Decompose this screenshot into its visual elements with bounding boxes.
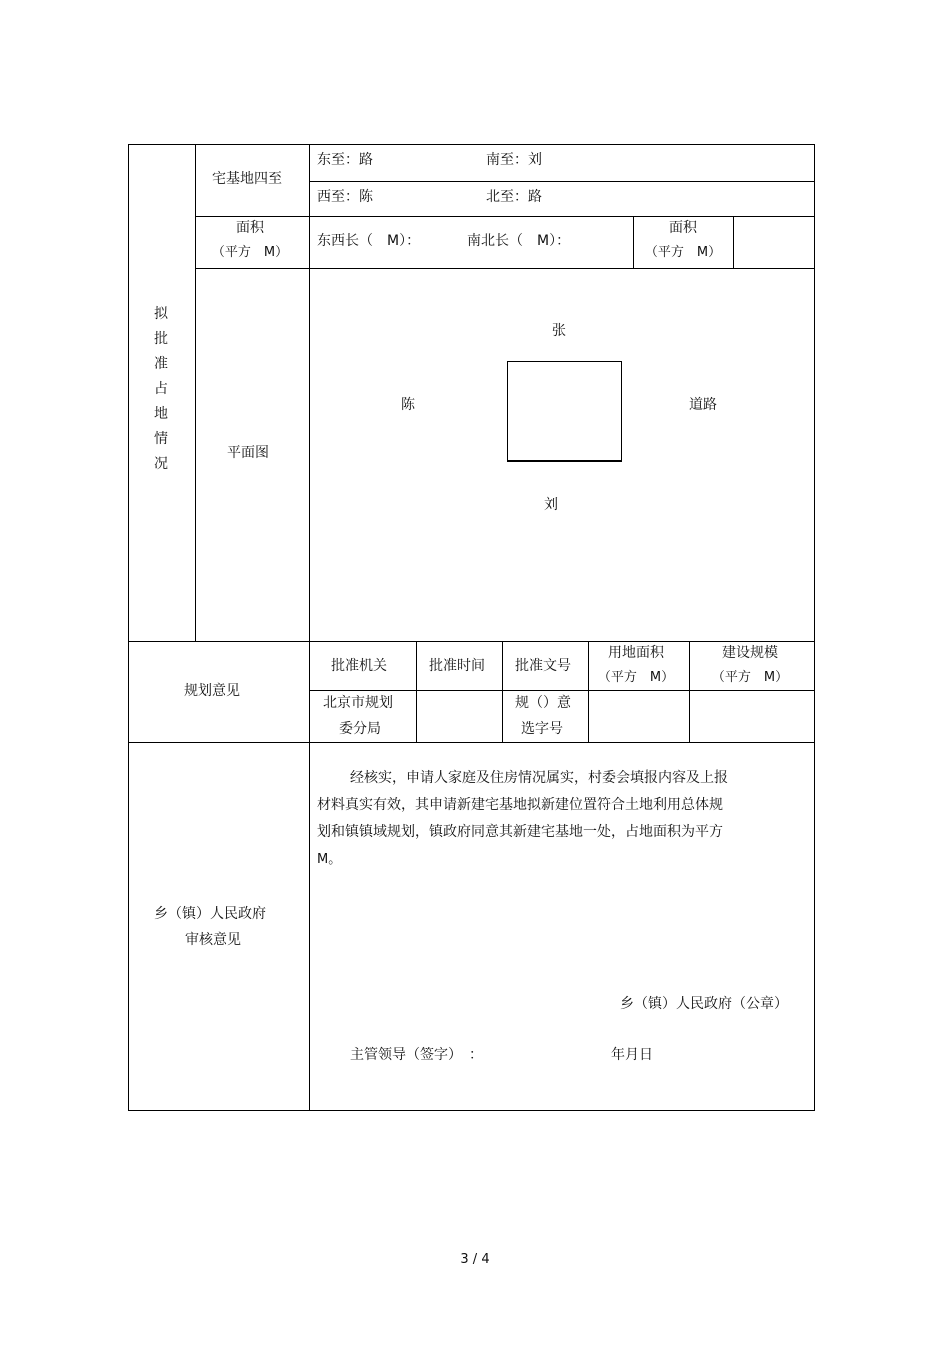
table-bottom-border bbox=[128, 1110, 815, 1111]
area-cell-divider-1 bbox=[633, 216, 634, 269]
boundaries-label: 宅基地四至 bbox=[212, 171, 282, 187]
header-land-area-line2: （平方 M） bbox=[597, 670, 675, 685]
area-cell-divider-2 bbox=[733, 216, 734, 269]
doc-no-value-line1: 规（）意 bbox=[515, 695, 571, 711]
section-label-char: 况 bbox=[154, 456, 168, 472]
plan-east-neighbor: 道路 bbox=[689, 397, 717, 413]
ew-length: 东西长（ M）： bbox=[317, 233, 421, 249]
planning-col-divider-3 bbox=[588, 641, 589, 743]
section-label-char: 地 bbox=[154, 406, 168, 422]
header-land-area-line1: 用地面积 bbox=[608, 645, 664, 661]
planning-header-bottom bbox=[309, 690, 815, 691]
section-label-char: 情 bbox=[154, 431, 168, 447]
header-approval-doc-no: 批准文号 bbox=[515, 658, 571, 674]
opinion-text bbox=[317, 765, 728, 873]
table-top-border bbox=[128, 144, 815, 145]
official-seal-label: 乡（镇）人民政府（公章） bbox=[620, 996, 788, 1012]
plan-south-neighbor: 刘 bbox=[544, 497, 558, 513]
plot-outline bbox=[507, 361, 622, 462]
township-section-top bbox=[128, 742, 815, 743]
township-label-line1: 乡（镇）人民政府 bbox=[154, 906, 266, 922]
section-label-char: 拟 bbox=[154, 306, 168, 322]
west-boundary: 西至：陈 bbox=[317, 189, 373, 205]
planning-col-divider-1 bbox=[416, 641, 417, 743]
area-value-label-line2: （平方 M） bbox=[644, 245, 722, 260]
section-label-char: 批 bbox=[154, 331, 168, 347]
header-approving-authority: 批准机关 bbox=[331, 658, 387, 674]
doc-no-value-line2: 选字号 bbox=[521, 721, 563, 737]
area-label-line2: （平方 M） bbox=[211, 245, 289, 260]
planning-col-divider-2 bbox=[502, 641, 503, 743]
header-build-scale-line1: 建设规模 bbox=[722, 645, 778, 661]
section-label-char: 准 bbox=[154, 356, 168, 372]
authority-value-line2: 委分局 bbox=[339, 721, 381, 737]
planning-col-divider-4 bbox=[689, 641, 690, 743]
area-value-label-line1: 面积 bbox=[669, 220, 697, 236]
township-label-line2: 审核意见 bbox=[185, 932, 241, 948]
date-label: 年月日 bbox=[611, 1047, 653, 1063]
opinion-line: 经核实，申请人家庭及住房情况属实，村委会填报内容及上报 bbox=[350, 770, 728, 786]
planning-label: 规划意见 bbox=[184, 683, 240, 699]
plan-west-neighbor: 陈 bbox=[401, 397, 415, 413]
table-left-border bbox=[128, 144, 129, 1111]
plan-north-neighbor: 张 bbox=[552, 323, 566, 339]
label-column-divider bbox=[309, 144, 310, 1111]
section-label-approved-land bbox=[151, 302, 171, 477]
opinion-line: M。 bbox=[317, 852, 342, 867]
header-approval-time: 批准时间 bbox=[429, 658, 485, 674]
plan-label: 平面图 bbox=[227, 445, 269, 461]
area-label-line1: 面积 bbox=[236, 220, 264, 236]
area-row-bottom bbox=[195, 268, 815, 269]
opinion-line: 划和镇镇域规划，镇政府同意其新建宅基地一处，占地面积为平方 bbox=[317, 824, 723, 840]
boundary-row-bottom bbox=[195, 216, 815, 217]
header-build-scale-line2: （平方 M） bbox=[711, 670, 789, 685]
page-number: 3 / 4 bbox=[460, 1252, 490, 1267]
east-boundary: 东至：路 bbox=[317, 152, 373, 168]
authority-value-line1: 北京市规划 bbox=[323, 695, 393, 711]
section-label-divider bbox=[195, 144, 196, 642]
boundary-row-divider bbox=[309, 181, 815, 182]
table-right-border bbox=[814, 144, 815, 1111]
opinion-line: 材料真实有效，其申请新建宅基地拟新建位置符合土地利用总体规 bbox=[317, 797, 723, 813]
section-label-char: 占 bbox=[154, 381, 168, 397]
planning-section-top bbox=[128, 641, 815, 642]
north-boundary: 北至：路 bbox=[486, 189, 542, 205]
leader-signature-label: 主管领导（签字） ： bbox=[350, 1047, 483, 1063]
south-boundary: 南至：刘 bbox=[486, 152, 542, 168]
ns-length: 南北长（ M）： bbox=[467, 233, 571, 249]
